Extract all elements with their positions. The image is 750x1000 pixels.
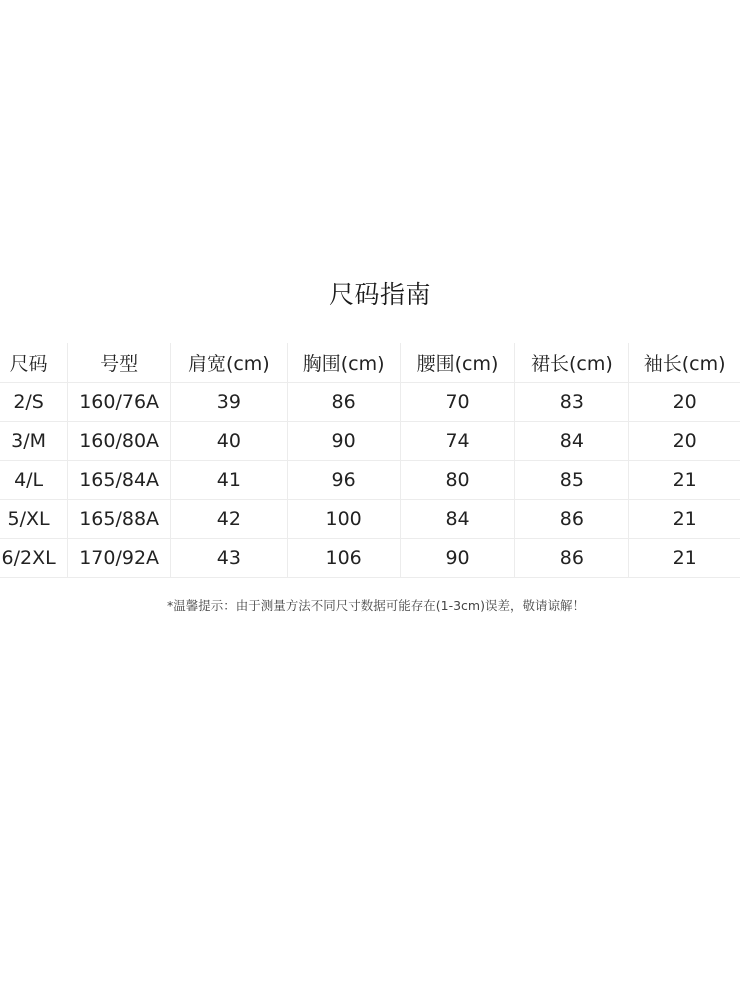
cell-sleeve-length: 21 xyxy=(629,499,740,538)
cell-waist: 84 xyxy=(400,499,515,538)
size-chart-table xyxy=(0,343,740,578)
header-size: 尺码 xyxy=(0,343,68,382)
cell-size: 6/2XL xyxy=(0,538,68,577)
cell-bust: 100 xyxy=(287,499,400,538)
cell-size: 5/XL xyxy=(0,499,68,538)
cell-bust: 86 xyxy=(287,382,400,421)
cell-shoulder: 39 xyxy=(171,382,288,421)
cell-skirt-length: 84 xyxy=(515,421,629,460)
page-title: 尺码指南 xyxy=(328,280,431,309)
cell-size: 3/M xyxy=(0,421,68,460)
cell-waist: 90 xyxy=(400,538,515,577)
cell-sleeve-length: 21 xyxy=(629,538,740,577)
cell-bust: 106 xyxy=(287,538,400,577)
cell-body-type: 160/76A xyxy=(68,382,171,421)
table-row xyxy=(0,460,740,499)
table-row xyxy=(0,382,740,421)
table-row xyxy=(0,538,740,577)
cell-sleeve-length: 21 xyxy=(629,460,740,499)
measurement-note: *温馨提示：由于测量方法不同尺寸数据可能存在(1-3cm)误差，敬请谅解！ xyxy=(167,598,585,613)
header-waist: 腰围(cm) xyxy=(400,343,515,382)
table-row xyxy=(0,421,740,460)
cell-size: 4/L xyxy=(0,460,68,499)
cell-skirt-length: 83 xyxy=(515,382,629,421)
cell-body-type: 165/88A xyxy=(68,499,171,538)
cell-shoulder: 40 xyxy=(171,421,288,460)
table-row xyxy=(0,499,740,538)
cell-waist: 80 xyxy=(400,460,515,499)
table-header-row xyxy=(0,343,740,382)
cell-body-type: 160/80A xyxy=(68,421,171,460)
cell-shoulder: 41 xyxy=(171,460,288,499)
cell-body-type: 170/92A xyxy=(68,538,171,577)
cell-waist: 74 xyxy=(400,421,515,460)
cell-skirt-length: 85 xyxy=(515,460,629,499)
cell-waist: 70 xyxy=(400,382,515,421)
cell-bust: 90 xyxy=(287,421,400,460)
header-body-type: 号型 xyxy=(68,343,171,382)
header-shoulder: 肩宽(cm) xyxy=(171,343,288,382)
cell-size: 2/S xyxy=(0,382,68,421)
cell-bust: 96 xyxy=(287,460,400,499)
cell-skirt-length: 86 xyxy=(515,538,629,577)
header-bust: 胸围(cm) xyxy=(287,343,400,382)
cell-skirt-length: 86 xyxy=(515,499,629,538)
header-sleeve-length: 袖长(cm) xyxy=(629,343,740,382)
cell-shoulder: 43 xyxy=(171,538,288,577)
cell-shoulder: 42 xyxy=(171,499,288,538)
cell-body-type: 165/84A xyxy=(68,460,171,499)
cell-sleeve-length: 20 xyxy=(629,421,740,460)
header-skirt-length: 裙长(cm) xyxy=(515,343,629,382)
cell-sleeve-length: 20 xyxy=(629,382,740,421)
